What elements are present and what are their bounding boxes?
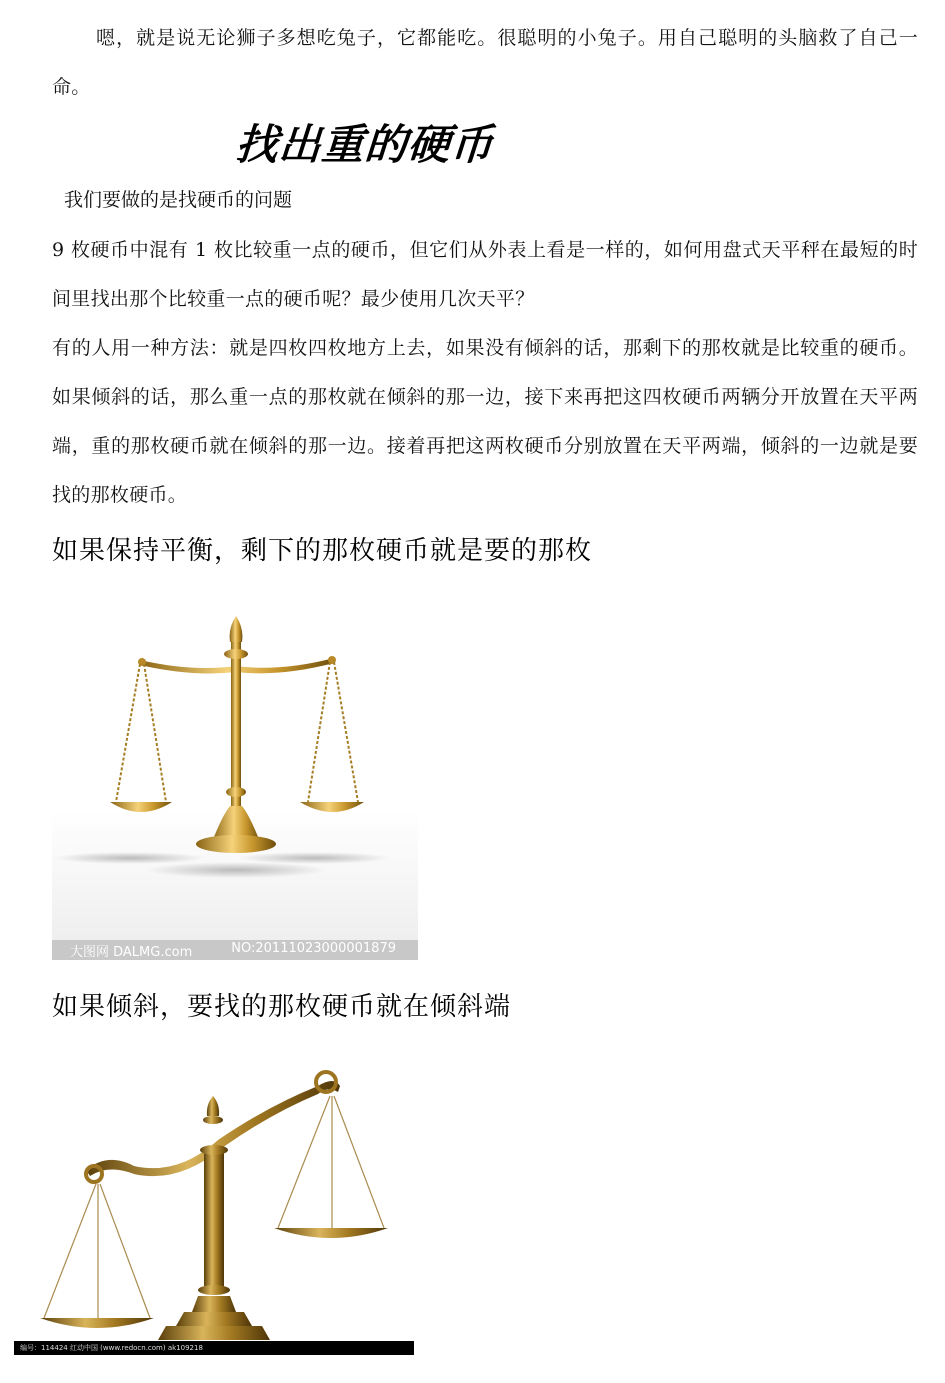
subtitle: 我们要做的是找硬币的问题	[64, 189, 293, 211]
balanced-scale-image	[52, 580, 418, 960]
tilted-scale-image	[38, 1056, 416, 1356]
image2-watermark: 编号：114424 红动中国 (www.redocn.com) ak109218	[14, 1341, 414, 1355]
image1-watermark	[52, 940, 418, 960]
method-paragraph: 有的人用一种方法：就是四枚四枚地方上去，如果没有倾斜的话，那剩下的那枚就是比较重的硬币。如果倾斜的话，那么重一点的那枚就在倾斜的那一边，接下来再把这四枚硬币两辆分开放置在天平两端，重的那枚硬币就在倾斜的那一边。接着再把这两枚硬币分别放置在天平两端，倾斜的一边就是要找的那枚硬币。	[52, 337, 918, 506]
intro-paragraph: 嗯，就是说无论狮子多想吃兔子，它都能吃。很聪明的小兔子。用自己聪明的头脑救了自己一命。	[52, 27, 918, 98]
heading-balanced: 如果保持平衡，剩下的那枚硬币就是要的那枚	[52, 536, 593, 566]
problem-paragraph: 9 枚硬币中混有 1 枚比较重一点的硬币，但它们从外表上看是一样的，如何用盘式天平秤在最短的时间里找出那个比较重一点的硬币呢？最少使用几次天平？	[52, 239, 918, 310]
watermark-number: NO:20111023000001879	[231, 941, 396, 956]
watermark-site: 大图网 DALMG.com	[70, 945, 193, 960]
heading-tilted: 如果倾斜，要找的那枚硬币就在倾斜端	[52, 992, 512, 1022]
page-title: 找出重的硬币	[234, 120, 496, 169]
